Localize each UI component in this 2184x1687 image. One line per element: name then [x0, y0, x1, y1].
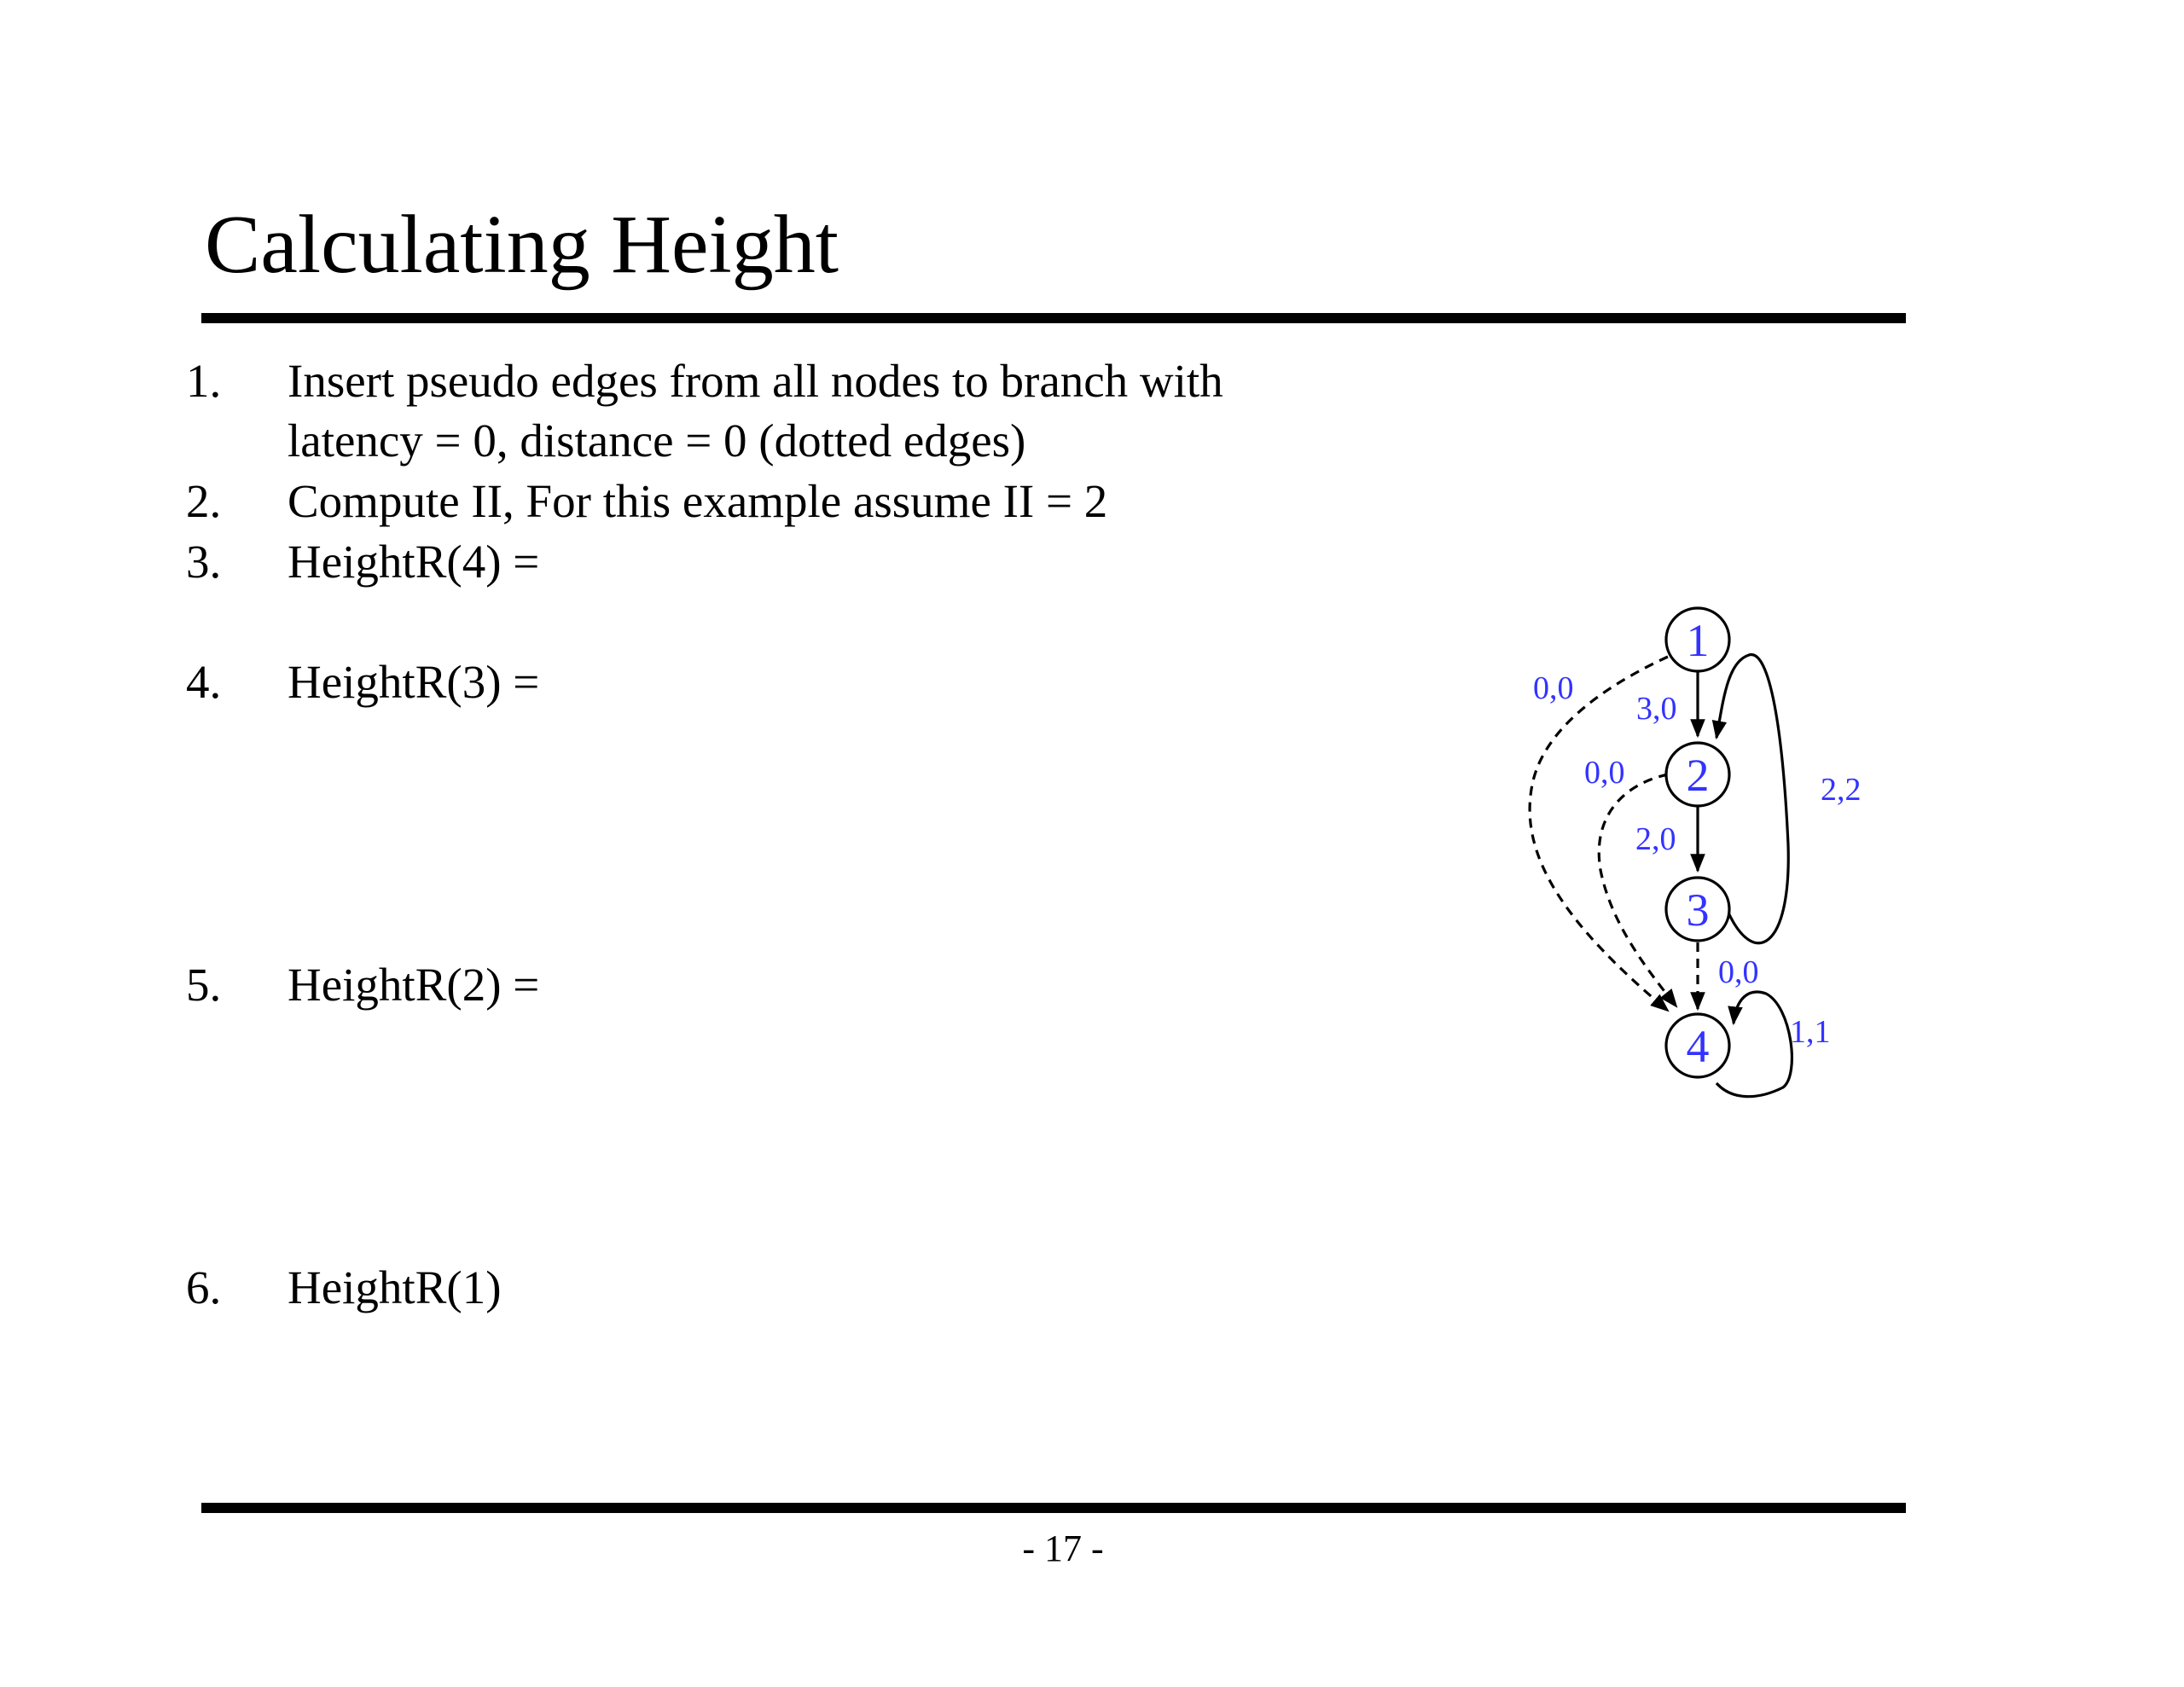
- slide-title: Calculating Height: [205, 199, 839, 291]
- step-6-text: HeightR(1): [288, 1261, 502, 1313]
- node-3: [1666, 878, 1729, 941]
- step-1-line-1: Insert pseudo edges from all nodes to branch with: [288, 355, 1223, 407]
- node-2-label: 2: [1686, 750, 1710, 801]
- step-4-text: HeightR(3) =: [288, 656, 540, 708]
- edge-4-4-label: 1,1: [1790, 1014, 1831, 1050]
- edge-3-1-label: 2,2: [1821, 772, 1862, 808]
- step-6-number: 6.: [186, 1261, 222, 1313]
- step-4-number: 4.: [186, 656, 222, 708]
- edge-3-4-label: 0,0: [1718, 954, 1759, 990]
- page-number: - 17 -: [1022, 1528, 1104, 1569]
- step-3-text: HeightR(4) =: [288, 536, 540, 588]
- edge-2-4: [1599, 774, 1676, 1006]
- node-1-label: 1: [1686, 615, 1710, 666]
- node-1: [1666, 608, 1729, 671]
- node-4-label: 4: [1686, 1021, 1710, 1072]
- node-2: [1666, 743, 1729, 806]
- step-1-line-2: latency = 0, distance = 0 (dotted edges): [288, 415, 1026, 467]
- node-4: [1666, 1014, 1729, 1077]
- node-3-label: 3: [1686, 884, 1710, 936]
- edge-1-4-label: 0,0: [1533, 670, 1574, 706]
- step-5-text: HeightR(2) =: [288, 959, 540, 1011]
- step-5-number: 5.: [186, 959, 222, 1011]
- edge-2-4-label: 0,0: [1584, 755, 1625, 791]
- step-2-number: 2.: [186, 475, 222, 527]
- step-3-number: 3.: [186, 536, 222, 588]
- footer-divider: [201, 1503, 1906, 1513]
- step-2-text: Compute II, For this example assume II = 2: [288, 475, 1108, 527]
- step-1-number: 1.: [186, 355, 222, 407]
- edge-2-3-label: 2,0: [1635, 821, 1676, 857]
- edge-1-2-label: 3,0: [1636, 691, 1677, 727]
